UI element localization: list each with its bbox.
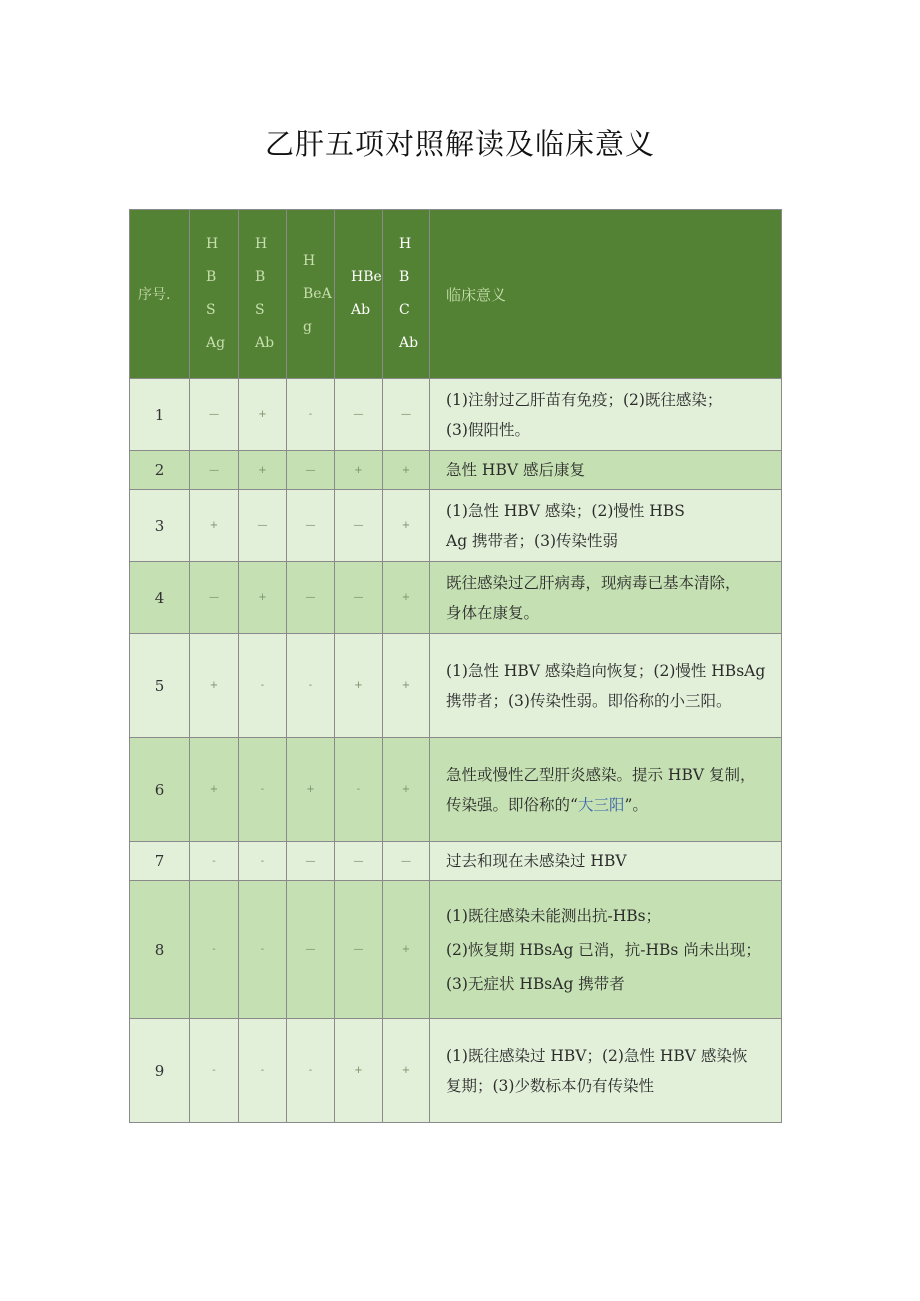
row-number: 8 — [130, 881, 190, 1019]
header-hbcab-part: H — [399, 236, 412, 252]
hbsab-result: - — [239, 738, 287, 842]
clinical-meaning — [430, 490, 782, 562]
meaning-text: ”。 — [624, 795, 648, 814]
meaning-line: 复期；(3)少数标本仍有传染性 — [446, 1076, 654, 1095]
hbsab-result: + — [239, 379, 287, 451]
clinical-meaning — [430, 379, 782, 451]
hbeag-result: — — [287, 881, 335, 1019]
hbeag-result: — — [287, 451, 335, 490]
hbeab-result: — — [335, 881, 383, 1019]
hbcab-result: + — [383, 562, 430, 634]
table-row — [130, 379, 782, 451]
header-hbcab-part: B — [399, 269, 410, 285]
row-number: 6 — [130, 738, 190, 842]
meaning-line: (1)既往感染未能测出抗-HBs； — [446, 906, 662, 925]
hbcab-result: + — [383, 881, 430, 1019]
hbsab-result: - — [239, 842, 287, 881]
hbsab-result: + — [239, 451, 287, 490]
meaning-line: (2)恢复期 HBsAg 已消，抗-HBs 尚未出现； — [446, 940, 761, 959]
hbeag-result: - — [287, 1019, 335, 1123]
highlight-text: 大三阳 — [577, 795, 625, 814]
hbeag-result: — — [287, 842, 335, 881]
hbcab-result: + — [383, 490, 430, 562]
meaning-line: 过去和现在未感染过 HBV — [446, 852, 627, 870]
clinical-meaning — [430, 1019, 782, 1123]
hbeab-result: + — [335, 1019, 383, 1123]
header-hbsab-part: B — [255, 269, 266, 285]
hbsab-result: - — [239, 1019, 287, 1123]
hbeab-result: — — [335, 562, 383, 634]
meaning-line: 既往感染过乙肝病毒，现病毒已基本清除， — [446, 573, 741, 592]
meaning-line: 携带者；(3)传染性弱。即俗称的小三阳。 — [446, 691, 732, 710]
table-header-row — [130, 210, 782, 379]
hbcab-result: + — [383, 451, 430, 490]
header-hbsab-part: S — [255, 302, 265, 318]
header-hbeab-part: HBe — [351, 269, 382, 285]
row-number: 5 — [130, 634, 190, 738]
hbsag-result: — — [190, 451, 239, 490]
table-row — [130, 634, 782, 738]
row-number: 1 — [130, 379, 190, 451]
hbeag-result: — — [287, 490, 335, 562]
hbsag-result: + — [190, 634, 239, 738]
header-hbeag-part: H — [303, 252, 316, 269]
hbeag-result: — — [287, 562, 335, 634]
clinical-meaning — [430, 634, 782, 738]
row-number: 4 — [130, 562, 190, 634]
hbv-panel-table — [129, 209, 782, 1123]
hbeab-result: — — [335, 842, 383, 881]
clinical-meaning — [430, 562, 782, 634]
hbeag-result: - — [287, 379, 335, 451]
page-title: 乙肝五项对照解读及临床意义 — [264, 127, 655, 161]
header-seq: 序号. — [130, 210, 190, 379]
meaning-line: (1)既往感染过 HBV；(2)急性 HBV 感染恢 — [446, 1046, 748, 1065]
meaning-line: (1)急性 HBV 感染；(2)慢性 HBS — [446, 501, 685, 520]
header-hbsag-part: H — [206, 236, 219, 252]
meaning-line: (3)假阳性。 — [446, 420, 530, 439]
hbsag-result: + — [190, 738, 239, 842]
hbeab-result: — — [335, 490, 383, 562]
table-row — [130, 562, 782, 634]
header-hbsab-part: Ab — [255, 335, 275, 351]
table-row — [130, 451, 782, 490]
table-row — [130, 1019, 782, 1123]
header-hbsag-part: B — [206, 269, 217, 285]
header-hbcab-part: C — [399, 302, 410, 318]
hbsag-result: — — [190, 379, 239, 451]
table-row — [130, 738, 782, 842]
header-hbsab-part: H — [255, 236, 268, 252]
meaning-line — [446, 790, 781, 820]
hbsag-result: - — [190, 842, 239, 881]
hbsag-result: — — [190, 562, 239, 634]
meaning-line: 身体在康复。 — [446, 603, 540, 622]
row-number: 9 — [130, 1019, 190, 1123]
header-hbeab — [335, 210, 383, 379]
clinical-meaning — [430, 842, 782, 881]
hbcab-result: + — [383, 634, 430, 738]
header-hbsag — [190, 210, 239, 379]
header-hbsag-part: Ag — [206, 335, 226, 351]
header-hbsab — [239, 210, 287, 379]
hbeab-result: + — [335, 634, 383, 738]
header-hbsag-part: S — [206, 302, 216, 318]
hbcab-result: + — [383, 1019, 430, 1123]
row-number: 2 — [130, 451, 190, 490]
row-number: 7 — [130, 842, 190, 881]
row-number: 3 — [130, 490, 190, 562]
meaning-line: (1)注射过乙肝苗有免疫；(2)既往感染； — [446, 390, 723, 409]
hbsag-result: - — [190, 881, 239, 1019]
table-row — [130, 842, 782, 881]
hbcab-result: + — [383, 738, 430, 842]
header-hbcab-part: Ab — [399, 335, 419, 351]
hbsag-result: - — [190, 1019, 239, 1123]
clinical-meaning — [430, 881, 782, 1019]
hbeab-result: — — [335, 379, 383, 451]
meaning-line: Ag 携带者；(3)传染性弱 — [446, 531, 618, 550]
header-clinical: 临床意义 — [430, 210, 782, 379]
hbsab-result: — — [239, 490, 287, 562]
table-row — [130, 490, 782, 562]
hbsab-result: - — [239, 634, 287, 738]
table-row — [130, 881, 782, 1019]
meaning-line: 急性或慢性乙型肝炎感染。提示 HBV 复制， — [446, 765, 756, 784]
hbeag-result: - — [287, 634, 335, 738]
header-hbeag-part: BeA — [303, 285, 332, 302]
meaning-text: 传染强。即俗称的“ — [446, 795, 578, 814]
header-hbeab-part: Ab — [351, 302, 371, 318]
hbsag-result: + — [190, 490, 239, 562]
header-hbeag — [287, 210, 335, 379]
meaning-line: 急性 HBV 感后康复 — [446, 461, 585, 479]
hbeab-result: - — [335, 738, 383, 842]
header-hbeag-part: g — [303, 318, 312, 335]
hbsab-result: + — [239, 562, 287, 634]
clinical-meaning — [430, 451, 782, 490]
meaning-line: (1)急性 HBV 感染趋向恢复；(2)慢性 HBsAg — [446, 661, 766, 680]
meaning-line: (3)无症状 HBsAg 携带者 — [446, 974, 625, 993]
hbeab-result: + — [335, 451, 383, 490]
hbeag-result: + — [287, 738, 335, 842]
hbcab-result: — — [383, 379, 430, 451]
hbsab-result: - — [239, 881, 287, 1019]
hbcab-result: — — [383, 842, 430, 881]
clinical-meaning — [430, 738, 782, 842]
header-hbcab — [383, 210, 430, 379]
